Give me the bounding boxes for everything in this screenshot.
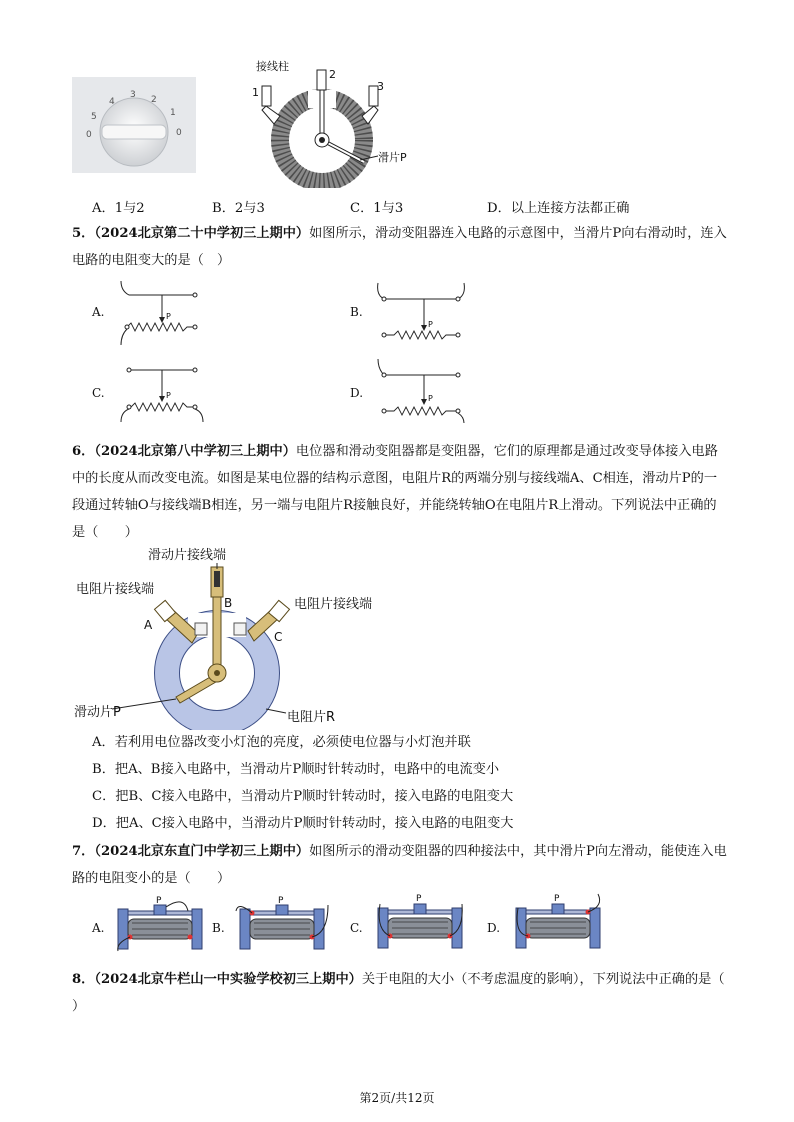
q8-stem <box>72 966 727 1020</box>
q5-rheostat-a <box>115 277 210 352</box>
q8-number: 8． <box>72 972 95 987</box>
q5-label-a[interactable]: A. <box>92 305 105 319</box>
q7-label-b[interactable]: B. <box>212 921 225 935</box>
q7-text: 如图所示的滑动变阻器的四种接法中，其中滑片P向左滑动，能使连入电路的电阻变小的是（ ） <box>72 844 727 886</box>
q6-label-c: C <box>274 630 283 644</box>
q6-resistor-label: 电阻片R <box>287 710 336 725</box>
q6-slider-terminal-label: 滑动片接线端 <box>148 548 227 563</box>
svg-text:P: P <box>156 896 162 906</box>
dial-num-3: 3 <box>130 90 136 100</box>
q5-number: 5． <box>72 226 95 241</box>
q5-label-d[interactable]: D. <box>350 386 364 400</box>
q7-stem <box>72 838 727 892</box>
slider-label: 滑片P <box>378 151 407 164</box>
terminal-1-label: 1 <box>252 86 259 99</box>
q7-label-a[interactable]: A. <box>92 921 105 935</box>
dial-num-2: 2 <box>151 95 157 105</box>
q6-stem <box>72 438 727 546</box>
q6-option-b[interactable]: B．把A、B接入电路中，当滑动片P顺时针转动时，电路中的电流变小 <box>92 762 500 777</box>
svg-text:P: P <box>166 391 171 400</box>
q4-option-c[interactable]: C．1与3 <box>350 201 404 216</box>
q7-rheostat-c <box>372 890 468 952</box>
q7-label-c[interactable]: C. <box>350 921 363 935</box>
q6-text: 电位器和滑动变阻器都是变阻器，它们的原理都是通过改变导体接入电路中的长度从而改变电流。如图是某电位器的结构示意图，电阻片R的两端分别与接线端A、C相连，滑动片P的一段通过转轴O与接线端B相连，另一端与电阻片R接触良好，并能绕转轴O在电阻片R上滑动。下列说法中正确的是（ ） <box>72 444 718 540</box>
q5-rheostat-c <box>115 360 210 430</box>
q4-option-b[interactable]: B．2与3 <box>212 201 265 216</box>
q6-option-c[interactable]: C．把B、C接入电路中，当滑动片P顺时针转动时，接入电路的电阻变大 <box>92 789 514 804</box>
q5-source: （2024北京第二十中学初三上期中） <box>94 226 310 241</box>
terminal-2-label: 2 <box>329 68 336 81</box>
q6-res-terminal-right-label: 电阻片接线端 <box>294 597 373 612</box>
svg-text:P: P <box>416 894 422 904</box>
svg-text:P: P <box>428 320 433 329</box>
dial-num-4: 4 <box>109 97 115 107</box>
q4-option-a[interactable]: A．1与2 <box>92 201 145 216</box>
dial-num-1: 1 <box>170 108 176 118</box>
q4-option-d[interactable]: D．以上连接方法都正确 <box>487 201 630 216</box>
q6-source: （2024北京第八中学初三上期中） <box>94 444 296 459</box>
potentiometer-figure-q4 <box>250 58 430 188</box>
q7-source: （2024北京东直门中学初三上期中） <box>94 844 310 859</box>
q5-rheostat-b <box>372 277 472 347</box>
page-footer: 第2页/共12页 <box>359 1091 435 1105</box>
q6-slider-label: 滑动片P <box>74 705 121 720</box>
potentiometer-figure-q6 <box>72 545 402 730</box>
q7-label-d[interactable]: D. <box>487 921 501 935</box>
dial-num-5: 5 <box>91 112 97 122</box>
svg-text:P: P <box>278 896 284 906</box>
q7-rheostat-d <box>510 890 606 952</box>
terminal-3-label: 3 <box>377 80 384 93</box>
knob-photo <box>72 77 196 173</box>
q8-source: （2024北京牛栏山一中实验学校初三上期中） <box>94 972 362 987</box>
q6-number: 6． <box>72 444 95 459</box>
q6-label-b: B <box>224 596 233 610</box>
dial-num-0a: 0 <box>86 130 92 140</box>
q7-number: 7． <box>72 844 95 859</box>
svg-text:P: P <box>166 312 171 321</box>
svg-text:P: P <box>554 894 560 904</box>
q7-rheostat-b <box>232 893 332 953</box>
q7-rheostat-a <box>112 893 208 953</box>
q5-text: 如图所示，滑动变阻器连入电路的示意图中，当滑片P向右滑动时，连入电路的电阻变大的是（ ） <box>72 226 727 268</box>
q6-res-terminal-left-label: 电阻片接线端 <box>76 582 155 597</box>
q5-label-b[interactable]: B. <box>350 305 363 319</box>
terminal-label: 接线柱 <box>256 60 289 73</box>
q5-stem <box>72 220 727 274</box>
dial-num-0b: 0 <box>176 128 182 138</box>
svg-text:P: P <box>428 394 433 403</box>
q8-text: 关于电阻的大小（不考虑温度的影响），下列说法中正确的是（ ） <box>72 972 725 1014</box>
q6-option-a[interactable]: A．若利用电位器改变小灯泡的亮度，必须使电位器与小灯泡并联 <box>92 735 471 750</box>
q5-rheostat-d <box>372 355 472 425</box>
q5-label-c[interactable]: C. <box>92 386 105 400</box>
q6-label-a: A <box>144 618 153 632</box>
q6-option-d[interactable]: D．把A、C接入电路中，当滑动片P顺时针转动时，接入电路的电阻变大 <box>92 816 514 831</box>
